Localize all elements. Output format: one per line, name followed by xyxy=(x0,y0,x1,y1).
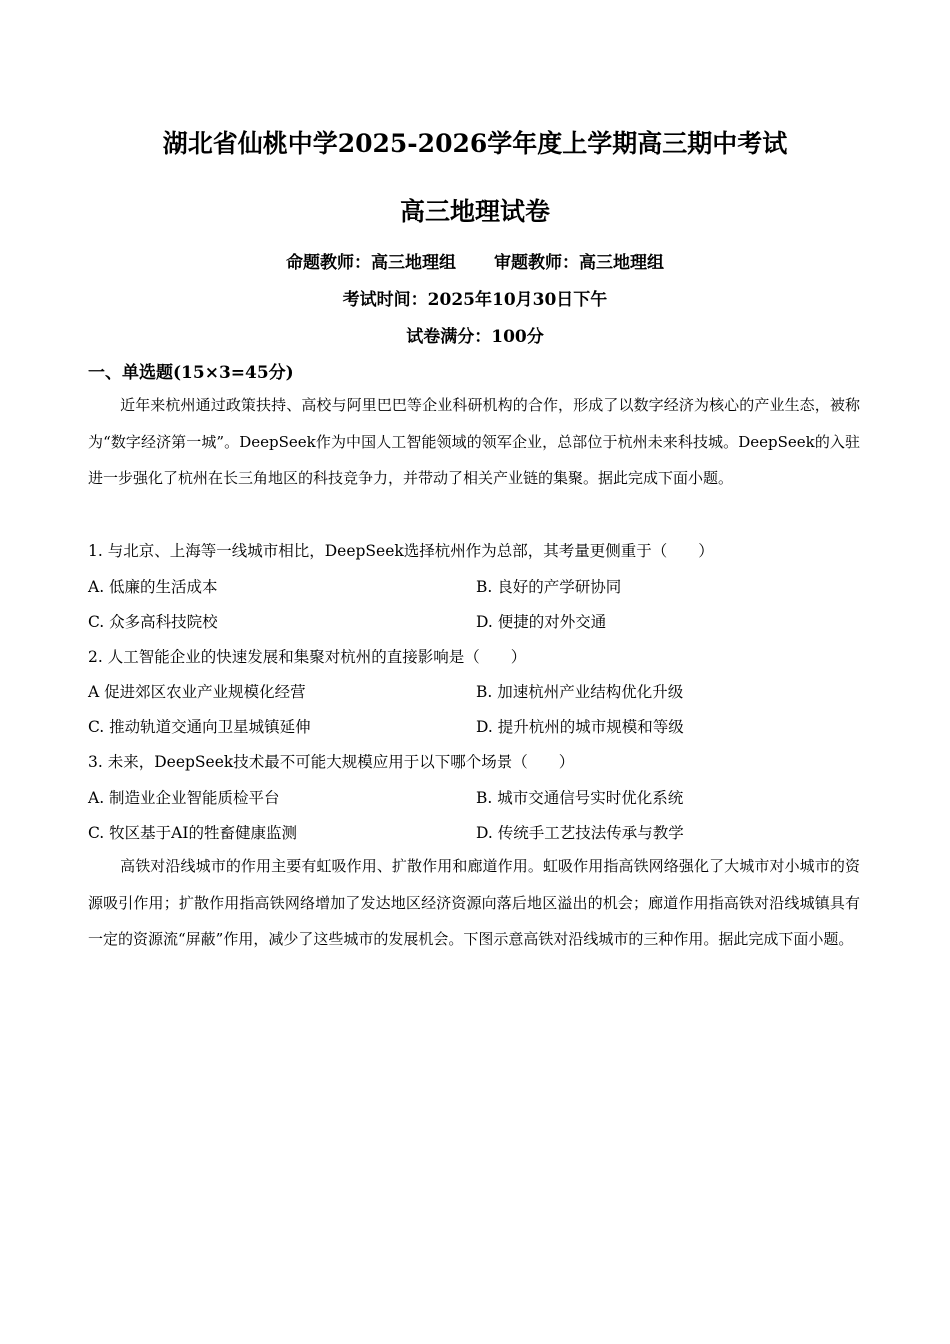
teachers-line xyxy=(0,248,950,273)
question-1-option-a: A. 低廉的生活成本 xyxy=(88,578,218,596)
question-2-option-a: A 促进郊区农业产业规模化经营 xyxy=(88,683,306,701)
exam-time: 考试时间：2025年10月30日下午 xyxy=(342,290,608,310)
question-3-option-d: D. 传统手工艺技法传承与教学 xyxy=(476,824,684,842)
question-3-option-a: A. 制造业企业智能质检平台 xyxy=(88,789,280,807)
question-2-option-d: D. 提升杭州的城市规模和等级 xyxy=(476,718,684,736)
question-1-option-c: C. 众多高科技院校 xyxy=(88,613,218,631)
question-2-option-b: B. 加速杭州产业结构优化升级 xyxy=(476,683,684,701)
question-3-option-c: C. 牧区基于AI的牲畜健康监测 xyxy=(88,824,297,842)
passage-2-text: 高铁对沿线城市的作用主要有虹吸作用、扩散作用和廊道作用。虹吸作用指高铁网络强化了大城市对小城市的资源吸引作用；扩散作用指高铁网络增加了发达地区经济资源向落后地区溢出的机会；廊道作用指高铁对沿线城镇具有一定的资源流“屏蔽”作用，减少了这些城市的发展机会。下图示意高铁对沿线城市的三种作用。据此完成下面小题。 xyxy=(88,857,860,948)
question-3-stem: 3. 未来，DeepSeek技术最不可能大规模应用于以下哪个场景（ ） xyxy=(88,753,575,771)
passage-1-text: 近年来杭州通过政策扶持、高校与阿里巴巴等企业科研机构的合作，形成了以数字经济为核心的产业生态，被称为“数字经济第一城”。DeepSeek作为中国人工智能领域的领军企业，总部位于杭州未来科技城。DeepSeek的入驻进一步强化了杭州在长三角地区的科技竞争力，并带动了相关产业链的集聚。据此完成下面小题。 xyxy=(88,396,860,487)
question-3-option-b: B. 城市交通信号实时优化系统 xyxy=(476,789,684,807)
question-1-option-b: B. 良好的产学研协同 xyxy=(476,578,622,596)
question-2-stem: 2. 人工智能企业的快速发展和集聚对杭州的直接影响是（ ） xyxy=(88,648,527,666)
paper-title: 高三地理试卷 xyxy=(399,197,550,226)
reading-passage-1 xyxy=(88,387,860,497)
question-1-stem: 1. 与北京、上海等一线城市相比，DeepSeek选择杭州作为总部，其考量更侧重于（ ） xyxy=(88,542,714,560)
question-2-option-c: C. 推动轨道交通向卫星城镇延伸 xyxy=(88,718,311,736)
reading-passage-2 xyxy=(88,848,860,958)
exam-title: 湖北省仙桃中学2025-2026学年度上学期高三期中考试 xyxy=(162,129,788,158)
setter-text: 命题教师：高三地理组 xyxy=(286,253,456,273)
section-heading: 一、单选题(15×3=45分) xyxy=(88,363,294,383)
full-score: 试卷满分：100分 xyxy=(406,327,544,347)
reviewer-text: 审题教师：高三地理组 xyxy=(494,253,664,273)
question-1-option-d: D. 便捷的对外交通 xyxy=(476,613,607,631)
